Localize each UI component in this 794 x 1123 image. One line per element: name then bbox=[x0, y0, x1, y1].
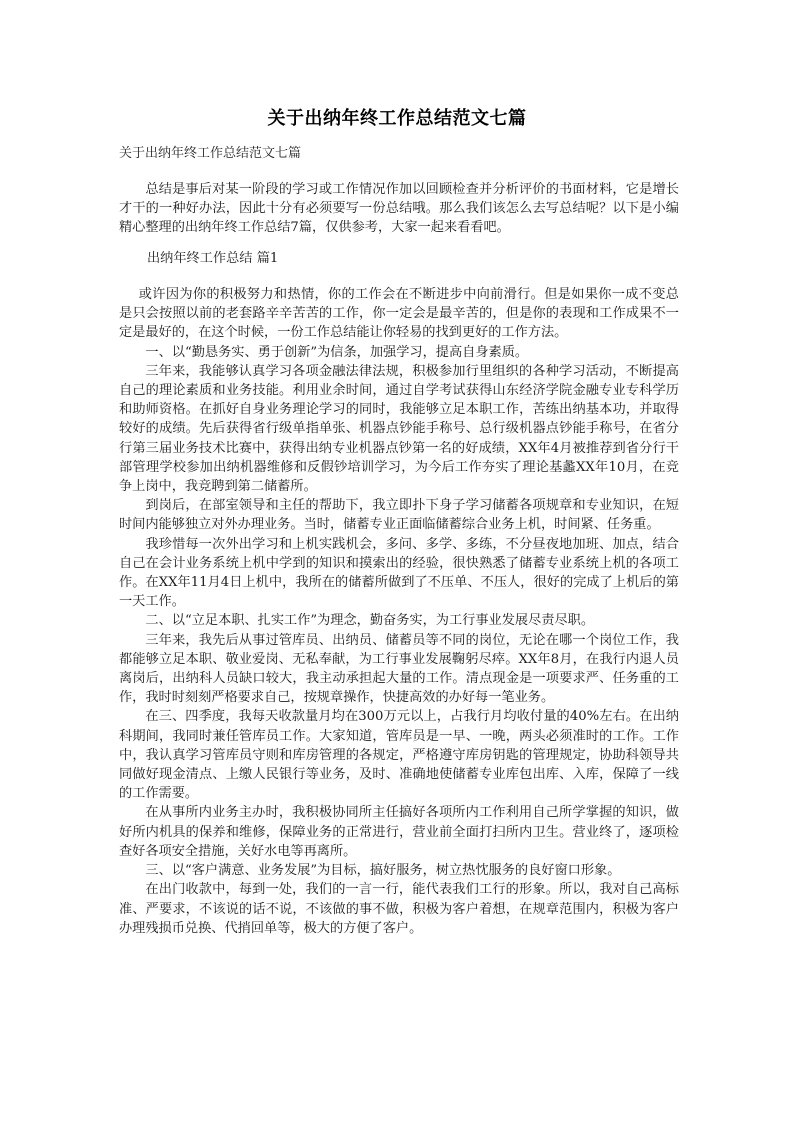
paragraph: 或许因为你的积极努力和热情，你的工作会在不断进步中向前滑行。但是如果你一成不变总是只会按照以前的老套路辛辛苦苦的工作，你一定会是最辛苦的，但是你的表现和工作成果不一定是最好的，在这个时候，一份工作总结能让你轻易的找到更好的工作方法。 bbox=[119, 287, 679, 341]
main-content bbox=[119, 285, 679, 938]
paragraph: 我珍惜每一次外出学习和上机实践机会，多问、多学、多练，不分昼夜地加班、加点，结合自己在会计业务系统上机中学到的知识和摸索出的经验，很快熟悉了储蓄专业系统上机的各项工作。在XX年11月4日上机中，我所在的储蓄所做到了不压单、不压人，很好的完成了上机后的第一天工作。 bbox=[119, 536, 679, 610]
document-title: 关于出纳年终工作总结范文七篇 bbox=[267, 108, 527, 129]
section-heading: 出纳年终工作总结 篇1 bbox=[147, 251, 279, 266]
paragraph: 在三、四季度，我每天收款量月均在300万元以上，占我行月均收付量的40%左右。在出纳科期间，我同时兼任管库员工作。大家知道，管库员是一早、一晚，两头必须准时的工作。工作中，我认真学习管库员守则和库房管理的各规定，严格遵守库房钥匙的管理规定，协助科领导共同做好现金清点、上缴人民银行等业务，及时、准确地使储蓄专业库包出库、入库，保障了一线的工作需要。 bbox=[119, 709, 679, 802]
paragraph: 一、以“勤恳务实、勇于创新”为信条，加强学习，提高自身素质。 bbox=[145, 344, 529, 360]
paragraph: 三、以“客户满意、业务发展”为目标，搞好服务，树立热忱服务的良好窗口形象。 bbox=[145, 863, 621, 879]
paragraph: 在从事所内业务主办时，我积极协同所主任搞好各项所内工作利用自己所学掌握的知识，做好所内机具的保养和维修，保障业务的正常进行，营业前全面打扫所内卫生。营业终了，逐项检查好各项安全措施，关好水电等再离所。 bbox=[119, 805, 679, 859]
document-subtitle: 关于出纳年终工作总结范文七篇 bbox=[119, 146, 302, 161]
paragraph: 三年来，我先后从事过管库员、出纳员、储蓄员等不同的岗位，无论在哪一个岗位工作，我都能够立足本职、敬业爱岗、无私奉献，为工行事业发展鞠躬尽瘁。XX年8月，在我行内退人员离岗后，出纳科人员缺口较大，我主动承担起大量的工作。清点现金是一项要求严、任务重的工作，我时时刻刻严格要求自己，按规章操作，快捷高效的办好每一笔业务。 bbox=[119, 632, 679, 706]
paragraph: 三年来，我能够认真学习各项金融法律法规，积极参加行里组织的各种学习活动，不断提高自己的理论素质和业务技能。利用业余时间，通过自学考试获得山东经济学院金融专业专科学历和助师资格。在抓好自身业务理论学习的同时，我能够立足本职工作，苦练出纳基本功，并取得较好的成绩。先后获得省行级单指单张、机器点钞能手称号、总行级机器点钞能手称号，在省分行第三届业务技术比赛中，获得出纳专业机器点钞第一名的好成绩，XX年4月被推荐到省分行干部管理学校参加出纳机器维修和反假钞培训学习，为今后工作夯实了理论基蠡XX年10月，在竞争上岗中，我竞聘到第二储蓄所。 bbox=[119, 363, 679, 495]
intro-block bbox=[119, 180, 679, 238]
intro-paragraph: 总结是事后对某一阶段的学习或工作情况作加以回顾检查并分析评价的书面材料，它是增长才干的一种好办法，因此十分有必须要写一份总结哦。那么我们该怎么去写总结呢？以下是小编精心整理的出纳年终工作总结7篇，仅供参考，大家一起来看看吧。 bbox=[119, 182, 679, 236]
paragraph: 到岗后，在部室领导和主任的帮助下，我立即扑下身子学习储蓄各项规章和专业知识，在短时间内能够独立对外办理业务。当时，储蓄专业正面临储蓄综合业务上机，时间紧、任务重。 bbox=[119, 498, 679, 533]
paragraph: 二、以“立足本职、扎实工作”为理念，勤奋务实，为工行事业发展尽责尽职。 bbox=[145, 613, 595, 629]
paragraph: 在出门收款中，每到一处，我们的一言一行，能代表我们工行的形象。所以，我对自己高标准、严要求，不该说的话不说，不该做的事不做，积极为客户着想，在规章范围内，积极为客户办理残损币兑换、代捎回单等，极大的方便了客户。 bbox=[119, 882, 679, 936]
